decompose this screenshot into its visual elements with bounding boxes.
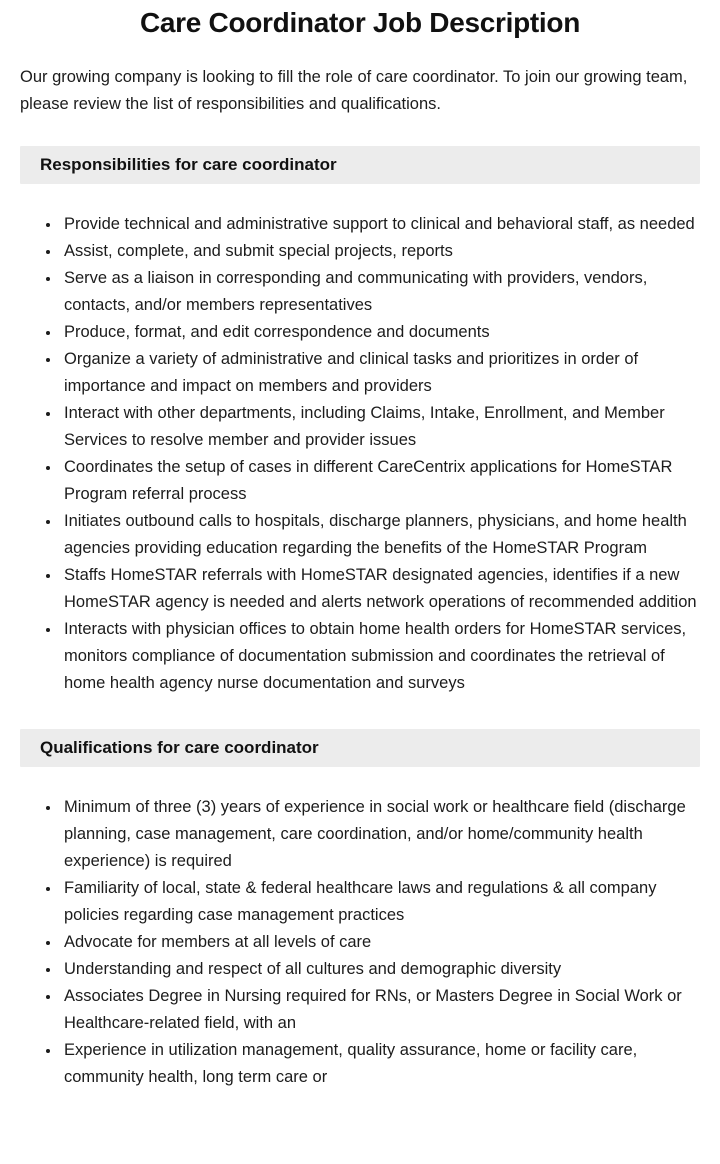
qualifications-list	[20, 794, 700, 1091]
list-item: • Serve as a liaison in corresponding and communicating with providers, vendors, contacts, and/or members representatives	[61, 265, 700, 319]
responsibilities-section-heading	[20, 146, 700, 184]
list-item: • Staffs HomeSTAR referrals with HomeSTAR designated agencies, identifies if a new HomeSTAR agency is needed and alerts network operations of recommended addition	[61, 562, 700, 616]
list-item: • Organize a variety of administrative and clinical tasks and prioritizes in order of importance and impact on members and providers	[61, 346, 700, 400]
list-item: • Advocate for members at all levels of care	[61, 929, 700, 956]
qualifications-section-heading	[20, 729, 700, 767]
intro-paragraph: Our growing company is looking to fill the role of care coordinator. To join our growing team, please review the list of responsibilities and qualifications.	[20, 68, 688, 113]
list-item: • Initiates outbound calls to hospitals, discharge planners, physicians, and home health agencies providing education regarding the benefits of the HomeSTAR Program	[61, 508, 700, 562]
qualifications-heading-label: Qualifications for care coordinator	[40, 738, 319, 757]
list-item: • Coordinates the setup of cases in different CareCentrix applications for HomeSTAR Program referral process	[61, 454, 700, 508]
list-item: • Assist, complete, and submit special projects, reports	[61, 238, 700, 265]
responsibilities-heading-label: Responsibilities for care coordinator	[40, 155, 337, 174]
list-item: • Familiarity of local, state & federal healthcare laws and regulations & all company policies regarding case management practices	[61, 875, 700, 929]
list-item: • Produce, format, and edit correspondence and documents	[61, 319, 700, 346]
list-item: • Provide technical and administrative support to clinical and behavioral staff, as needed	[61, 211, 700, 238]
list-item: • Interacts with physician offices to obtain home health orders for HomeSTAR services, monitors compliance of documentation submission and coordinates the retrieval of home health agency nurse documentation and surveys	[61, 616, 700, 697]
list-item: • Interact with other departments, including Claims, Intake, Enrollment, and Member Services to resolve member and provider issues	[61, 400, 700, 454]
responsibilities-list	[20, 211, 700, 697]
page-title: Care Coordinator Job Description	[139, 7, 580, 38]
list-item: • Understanding and respect of all cultures and demographic diversity	[61, 956, 700, 983]
list-item: • Associates Degree in Nursing required for RNs, or Masters Degree in Social Work or Healthcare-related field, with an	[61, 983, 700, 1037]
list-item: • Experience in utilization management, quality assurance, home or facility care, community health, long term care or	[61, 1037, 700, 1091]
list-item: • Minimum of three (3) years of experience in social work or healthcare field (discharge planning, case management, care coordination, and/or home/community health experience) is required	[61, 794, 700, 875]
